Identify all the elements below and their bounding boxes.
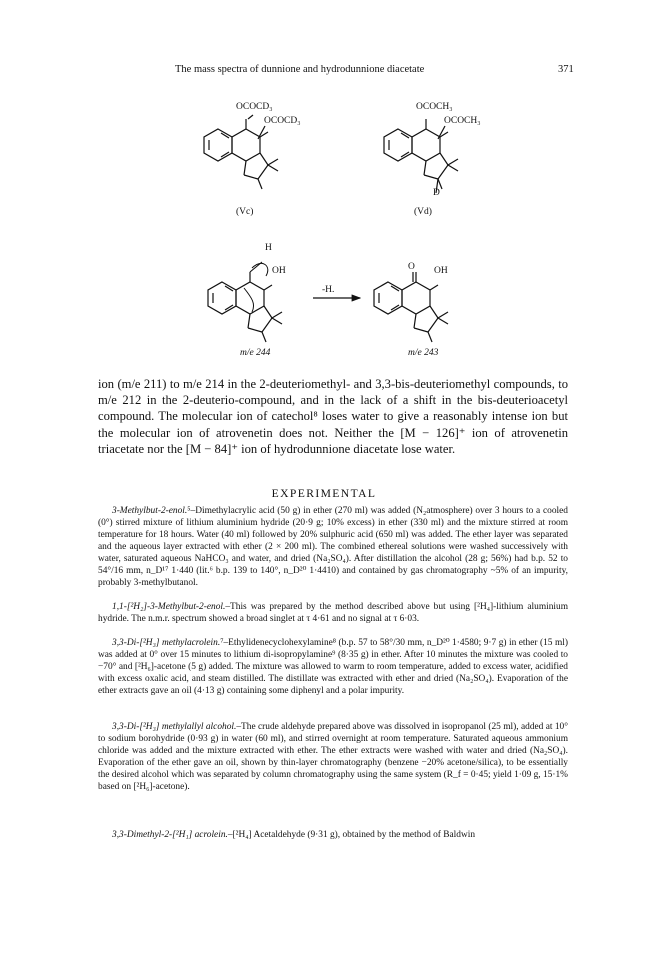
experimental-heading: EXPERIMENTAL xyxy=(271,487,377,500)
ion-243-label: m/e 243 xyxy=(408,348,439,358)
vc-substituent-2: OCOCD₃ xyxy=(264,116,301,126)
page-number: 371 xyxy=(558,64,574,75)
compound-name-2: 1,1-[²H₂]-3-Methylbut-2-enol. xyxy=(112,602,226,612)
compound-name-4: 3,3-Di-[²H₃] methylallyl alcohol. xyxy=(112,722,237,732)
vd-label: (Vd) xyxy=(414,207,432,217)
experimental-paragraph-3 xyxy=(98,638,568,698)
intro-paragraph: ion (m/e 211) to m/e 214 in the 2-deuteriomethyl- and 3,3-bis-deuteriomethyl compounds, to m/e 212 in the 2-deuterio-compound, and in the lack of a shift in the bis-deuterioacetyl compound. The molecular ion of catechol⁸ loses water to give a reasonably intense ion but the molecular ion of atrovenetin does not. Neither the [M − 126]⁺ ion of atrovenetin triacetate nor the [M − 84]⁺ ion of hydrodunnione diacetate lose water. xyxy=(98,377,568,456)
experimental-paragraph-4 xyxy=(98,722,568,794)
structure-scheme xyxy=(0,0,648,370)
paragraph-1-text: ⁵–Dimethylacrylic acid (50 g) in ether (270 ml) was added (N₂atmosphere) over 3 hours to a cooled (0°) stirred mixture of lithium aluminium hydride (20·9 g; 10% excess) in ether (330 ml) and the mixture stirred at room temperature for 18 hours. Water (40 ml) followed by 20% sulphuric acid (650 ml) was added. The ether layer was separated and the aqueous layer extracted with ether (2 × 200 ml). The combined ethereal solutions were washed successively with water, saturated aqueous NaHCO₃ and water, and dried (Na₂SO₄). After distillation the alcohol (28 g; 56%) had b.p. 52 to 54°/16 mm, n_D¹⁷ 1·440 (lit.⁶ b.p. 139 to 140°, n_D²⁰ 1·4410) and contained by gas chromatography ~5% of an impurity, probably 3-methylbutanol. xyxy=(98,506,568,588)
vd-substituent-1: OCOCH₃ xyxy=(416,102,453,112)
ion-243-carbonyl: O xyxy=(408,262,415,272)
vc-label: (Vc) xyxy=(236,207,254,217)
vc-substituent-1: OCOCD₃ xyxy=(236,102,273,112)
ion-244-hydroxyl: OH xyxy=(272,266,286,276)
compound-name-1: 3-Methylbut-2-enol. xyxy=(112,506,188,516)
ion-244-hydrogen: H xyxy=(265,243,272,253)
structure-ion-243 xyxy=(374,272,448,342)
experimental-paragraph-1 xyxy=(98,506,568,590)
experimental-paragraph-2 xyxy=(98,602,568,626)
paragraph-5-text: –[²H₄] Acetaldehyde (9·31 g), obtained by the method of Baldwin xyxy=(227,830,476,840)
ion-244-label: m/e 244 xyxy=(240,348,271,358)
structure-vc xyxy=(204,115,278,189)
compound-name-3: 3,3-Di-[²H₃] methylacrolein. xyxy=(112,638,221,648)
experimental-paragraph-5 xyxy=(98,830,568,842)
paragraph-4-text: –The crude aldehyde prepared above was dissolved in isopropanol (25 ml), added at 10° to sodium borohydride (0·93 g) in water (60 ml), and stirred overnight at room temperature. Saturated aqueous ammonium chloride was added and the mixture extracted with ether. The ether extracts were washed with water and dried (Na₂SO₄). Evaporation of the ether gave an oil, shown by thin-layer chromatography (benzene −20% acetone/silica), to be essentially the desired alcohol which was separated by column chromatography using the same system (R_f = 0·45; yield 1·09 g, 15·1% based on [²H₆]-acetone). xyxy=(98,722,568,792)
running-title: The mass spectra of dunnione and hydrodunnione diacetate xyxy=(175,64,425,75)
arrow-label: -H. xyxy=(322,285,335,295)
ion-243-hydroxyl: OH xyxy=(434,266,448,276)
structure-ion-244 xyxy=(208,262,282,342)
paragraph-2-text: –This was prepared by the method described above but using [²H₄]-lithium aluminium hydride. The n.m.r. spectrum showed a broad singlet at τ 4·61 and no signal at τ 6·03. xyxy=(98,602,568,624)
vd-substituent-2: OCOCH₃ xyxy=(444,116,481,126)
structure-vd xyxy=(384,119,458,193)
paragraph-3-text: ⁷–Ethylidenecyclohexylamine⁸ (b.p. 57 to 58°/30 mm, n_D²⁰ 1·4580; 9·7 g) in ether (15 ml) was added at 0° over 15 minutes to lithium di-isopropylamine⁹ (8·35 g) in ether. After 10 minutes the mixture was cooled to −70° and [²H₆]-acetone (5 g) added. The mixture was allowed to warm to room temperature, added to excess water, acidified with excess oxalic acid, and steam distilled. The distillate was extracted with ether and dried (Na₂SO₄). Evaporation of the ether extracts gave an oil (4·13 g) containing some diphenyl and a polar impurity. xyxy=(98,638,568,696)
vd-deuterium: D xyxy=(433,188,440,198)
compound-name-5: 3,3-Dimethyl-2-[²H₁] acrolein. xyxy=(112,830,228,840)
